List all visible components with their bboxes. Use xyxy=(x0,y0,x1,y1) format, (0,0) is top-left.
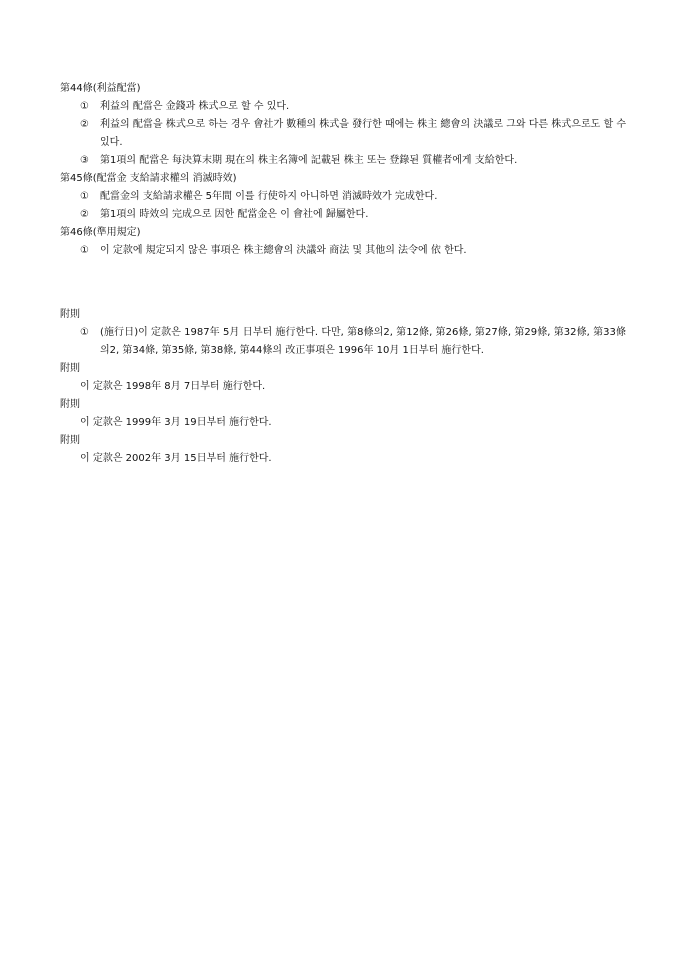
addendum-3-heading: 附則 xyxy=(60,399,80,410)
item-number: ① xyxy=(80,327,89,338)
item-text: 配當金의 支給請求權은 5年間 이를 行使하지 아니하면 消滅時效가 完成한다. xyxy=(100,191,438,202)
item-number: ① xyxy=(80,245,89,256)
addendum-2-text: 이 定款은 1998年 8月 7日부터 施行한다. xyxy=(80,381,266,392)
item-number: ② xyxy=(80,119,89,130)
article-44-item-2 xyxy=(60,116,626,152)
addendum-1-heading: 附則 xyxy=(60,309,80,320)
section-spacer xyxy=(60,260,626,306)
article-46-heading: 第46條(準用規定) xyxy=(60,227,141,238)
addendum-4-heading: 附則 xyxy=(60,435,80,446)
item-text: 利益의 配當은 金錢과 株式으로 할 수 있다. xyxy=(100,101,290,112)
article-45-item-1 xyxy=(60,188,626,206)
item-text: 이 定款에 規定되지 않은 事項은 株主總會의 決議와 商法 및 其他의 法令에 依 한다. xyxy=(100,245,467,256)
item-text: (施行日)이 定款은 1987年 5月 日부터 施行한다. 다만, 第8條의2, 第12條, 第26條, 第27條, 第29條, 第32條, 第33條의2, 第34條, 第35條, 第38條, 第44條의 改正事項은 1996年 10月 1日부터 施行한다. xyxy=(100,327,626,356)
item-number: ② xyxy=(80,209,89,220)
article-44-item-3 xyxy=(60,152,626,170)
item-text: 利益의 配當을 株式으로 하는 경우 會社가 數種의 株式을 發行한 때에는 株主 總會의 決議로 그와 다른 株式으로도 할 수 있다. xyxy=(100,119,626,148)
item-text: 第1項의 配當은 每決算末期 現在의 株主名簿에 記載된 株主 또는 登錄된 質權者에게 支給한다. xyxy=(100,155,518,166)
item-number: ① xyxy=(80,101,89,112)
addendum-3-text: 이 定款은 1999年 3月 19日부터 施行한다. xyxy=(80,417,272,428)
article-44-item-1 xyxy=(60,98,626,116)
article-45-item-2 xyxy=(60,206,626,224)
item-text: 第1項의 時效의 完成으로 因한 配當金은 이 會社에 歸屬한다. xyxy=(100,209,369,220)
addendum-4-text: 이 定款은 2002年 3月 15日부터 施行한다. xyxy=(80,453,272,464)
article-44-heading: 第44條(利益配當) xyxy=(60,83,141,94)
addendum-2-heading: 附則 xyxy=(60,363,80,374)
item-number: ③ xyxy=(80,155,89,166)
article-46-item-1 xyxy=(60,242,626,260)
document-body xyxy=(60,80,626,468)
addendum-1-item xyxy=(60,324,626,360)
article-45-heading: 第45條(配當金 支給請求權의 消滅時效) xyxy=(60,173,237,184)
item-number: ① xyxy=(80,191,89,202)
